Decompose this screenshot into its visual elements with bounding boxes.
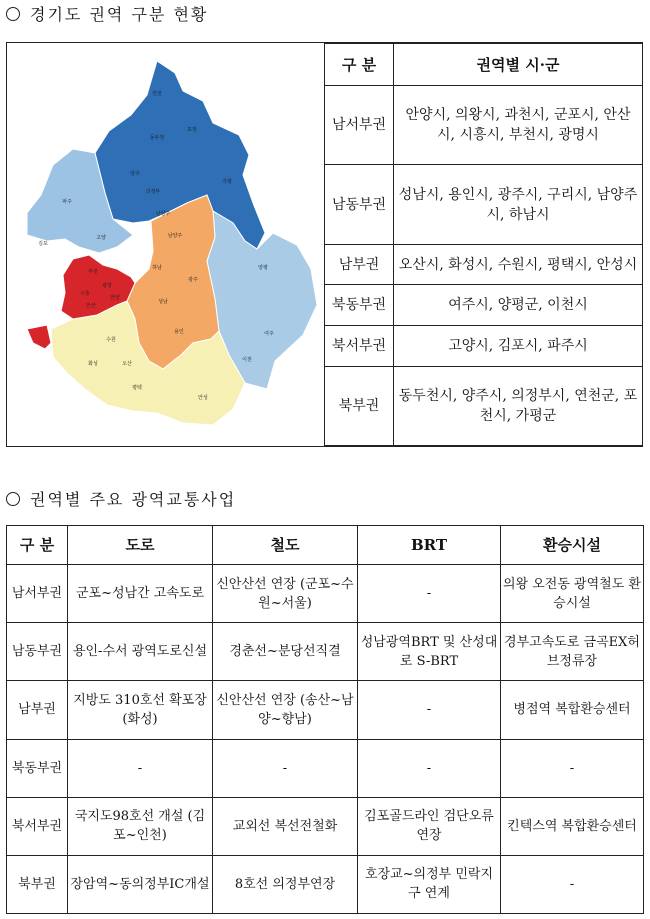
rail-project: 경춘선~분당선직결 (213, 623, 358, 681)
header-category: 구 분 (7, 526, 68, 565)
region-category: 북동부권 (325, 285, 394, 326)
road-project: 국지도98호선 개설 (김포~인천) (68, 797, 213, 855)
header-rail: 철도 (213, 526, 358, 565)
map-city-label: 양평 (258, 265, 268, 271)
road-project: 지방도 310호선 확포장(화성) (68, 681, 213, 739)
header-cities: 권역별 시·군 (394, 44, 643, 86)
region-cities: 성남시, 용인시, 광주시, 구리시, 남양주시, 하남시 (394, 165, 643, 244)
transfer-facility: 경부고속도로 금곡EX허브정류장 (501, 623, 644, 681)
region-cities: 안양시, 의왕시, 과천시, 군포시, 안산시, 시흥시, 부천시, 광명시 (394, 86, 643, 165)
map-city-label: 안산 (86, 303, 96, 309)
table-row (325, 86, 643, 165)
header-road: 도로 (68, 526, 213, 565)
rail-project: - (213, 739, 358, 797)
road-project: 장암역~동의정부IC개설 (68, 855, 213, 913)
heading-region-status (6, 2, 208, 25)
region-category: 북서부권 (325, 325, 394, 366)
map-city-label: 김포 (38, 241, 48, 247)
brt-project: - (358, 739, 501, 797)
table-row (325, 366, 643, 445)
region-table-header-row (325, 44, 643, 86)
map-city-label: 양주 (130, 171, 140, 177)
map-city-label: 파주 (62, 199, 72, 205)
table-row (325, 325, 643, 366)
map-city-label: 남양주 (155, 211, 171, 217)
brt-project: - (358, 681, 501, 739)
transport-category: 남부권 (7, 681, 68, 739)
map-city-label: 포천 (187, 127, 197, 133)
map-city-label: 연천 (152, 91, 162, 97)
header-category: 구 분 (325, 44, 394, 86)
brt-project: 호장교~의정부 민락지구 연계 (358, 855, 501, 913)
transport-category: 남동부권 (7, 623, 68, 681)
rail-project: 8호선 의정부연장 (213, 855, 358, 913)
transfer-facility: - (501, 739, 644, 797)
region-cities: 동두천시, 양주시, 의정부시, 연천군, 포천시, 가평군 (394, 366, 643, 445)
map-city-label: 여주 (264, 331, 274, 337)
region-category: 남서부권 (325, 86, 394, 165)
region-cities: 여주시, 양평군, 이천시 (394, 285, 643, 326)
table-row (7, 681, 644, 739)
transport-category: 북서부권 (7, 797, 68, 855)
transfer-facility: 킨텍스역 복합환승센터 (501, 797, 644, 855)
map-city-label: 고양 (96, 235, 106, 241)
table-row (7, 739, 644, 797)
brt-project: 성남광역BRT 및 산성대로 S-BRT (358, 623, 501, 681)
table-row (325, 165, 643, 244)
map-city-label: 가평 (222, 179, 232, 185)
table-row (7, 565, 644, 623)
transfer-facility: - (501, 855, 644, 913)
region-category: 북부권 (325, 366, 394, 445)
region-cities: 고양시, 김포시, 파주시 (394, 325, 643, 366)
heading-text: 경기도 권역 구분 현황 (30, 5, 209, 24)
header-transfer: 환승시설 (501, 526, 644, 565)
table-row (325, 285, 643, 326)
transfer-facility: 병점역 복합환승센터 (501, 681, 644, 739)
region-category: 남부권 (325, 244, 394, 285)
region-category: 남동부권 (325, 165, 394, 244)
transport-category: 북동부권 (7, 739, 68, 797)
road-project: 용인-수서 광역도로신설 (68, 623, 213, 681)
table-row (325, 244, 643, 285)
transport-table (6, 525, 644, 914)
map-city-label: 수원 (106, 337, 116, 343)
map-city-label: 이천 (242, 357, 252, 363)
map-city-label: 광주 (188, 277, 198, 283)
map-city-label: 안양 (110, 295, 120, 301)
circle-bullet-icon (6, 492, 20, 506)
map-city-label: 시흥 (80, 291, 90, 297)
map-city-label: 평택 (132, 385, 142, 391)
transport-category: 북부권 (7, 855, 68, 913)
region-panel (6, 42, 643, 447)
brt-project: 김포골드라인 검단오류 연장 (358, 797, 501, 855)
map-city-label: 동두천 (149, 135, 165, 141)
circle-bullet-icon (6, 7, 20, 21)
road-project: 군포~성남간 고속도로 (68, 565, 213, 623)
map-city-label: 하남 (152, 265, 162, 271)
transfer-facility: 의왕 오전동 광역철도 환승시설 (501, 565, 644, 623)
map-city-label: 화성 (88, 361, 98, 367)
table-row (7, 623, 644, 681)
transport-category: 남서부권 (7, 565, 68, 623)
map-city-label: 남양주 (167, 233, 183, 239)
heading-text: 권역별 주요 광역교통사업 (30, 490, 237, 509)
map-city-label: 성남 (158, 299, 168, 305)
map-city-label: 용인 (174, 329, 184, 335)
transport-table-header-row (7, 526, 644, 565)
table-row (7, 797, 644, 855)
road-project: - (68, 739, 213, 797)
header-brt: BRT (358, 526, 501, 565)
rail-project: 신안산선 연장 (군포~수원~서울) (213, 565, 358, 623)
heading-transport-projects (6, 487, 236, 510)
map-city-label: 의정부 (145, 189, 161, 195)
table-row (7, 855, 644, 913)
map-city-label: 부천 (88, 269, 98, 275)
brt-project: - (358, 565, 501, 623)
gyeonggi-region-map (7, 43, 325, 446)
region-cities: 오산시, 화성시, 수원시, 평택시, 안성시 (394, 244, 643, 285)
rail-project: 신안산선 연장 (송산~남양~향남) (213, 681, 358, 739)
map-city-label: 오산 (122, 361, 132, 367)
rail-project: 교외선 복선전철화 (213, 797, 358, 855)
map-city-label: 안성 (198, 395, 208, 401)
region-table (324, 43, 643, 446)
map-city-label: 광명 (102, 283, 112, 289)
